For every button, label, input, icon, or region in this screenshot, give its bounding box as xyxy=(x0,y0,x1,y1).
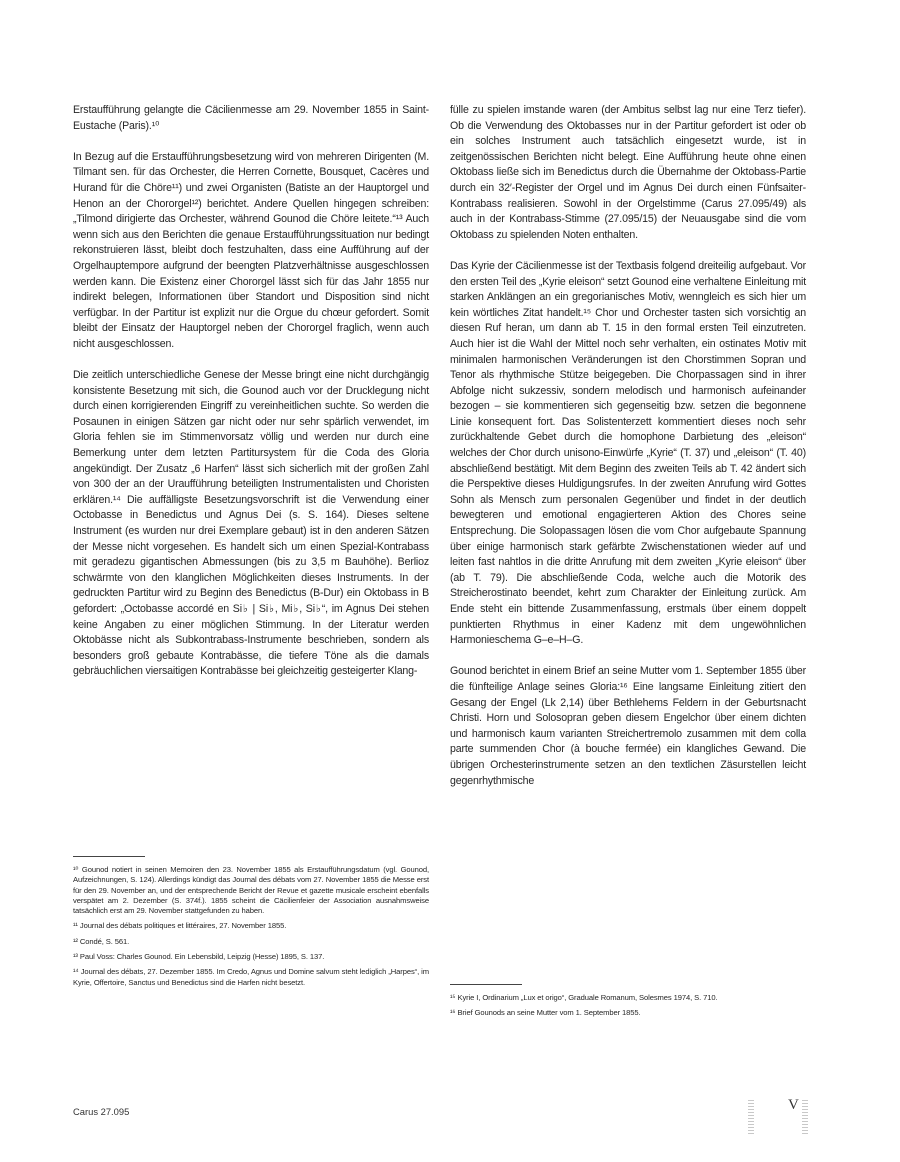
footnotes-right xyxy=(450,984,806,1024)
footnote: ¹² Condé, S. 561. xyxy=(73,936,130,946)
footnote: ¹³ Paul Voss: Charles Gounod. Ein Lebensbild, Leipzig (Hesse) 1895, S. 137. xyxy=(73,952,325,962)
paragraph: Das Kyrie der Cäcilienmesse ist der Textbasis folgend dreiteilig aufgebaut. Vor den ersten Teil des „Kyrie eleison“ setzt Gounod eine verhaltene Einleitung mit starken Anklängen an ein gregorianisches Motiv, wenngleich es sich hier um kein wörtliches Zitat handelt.¹⁵ Chor und Orchester tasten sich vorsichtig an diesen Ruf heran, um dann ab T. 15 in den formal ersten Teil einzutreten. Auch hier ist die Wahl der Mittel noch sehr verhalten, ein ostinates Motiv mit minimalen harmonischen Veränderungen ist den Chorstimmen Sopran und Tenor als rhythmische Stütze beigegeben. Die Chorpassagen sind in ihrer Abfolge nicht sukzessiv, sondern melodisch und harmonisch aufeinander bezogen – sie kommentieren sich gegenseitig bzw. setzen die begonnene Linie konsequent fort. Das Solistenterzett kommentiert dieses noch sehr zurückhaltende Gebet durch die homophone Darbietung des „eleison“ welches der Chor durch unisono-Einwürfe „Kyrie“ (T. 37) und „eleison“ (T. 40) abschließend bestätigt. Mit dem Beginn des zweiten Teils ab T. 42 ändert sich die Perspektive dieses Huldigungsrufes. In der zweiten Anrufung wird Gottes Sohn als Mensch zum personalen Gegenüber und findet in der deutlich bewegteren und emotional engagierteren Aktion des Chores seine Entsprechung. Die Solopassagen lösen die vom Chor aufgebaute Spannung über einige harmonisch stark gefärbte Zwischenstationen wieder auf und leiten fast nahtlos in die dritte Anrufung mit dem zweiten „Kyrie eleison“ über (ab T. 79). Die abschließende Coda, welche auch die Motorik des Streicherostinato beendet, kehrt zum Charakter der Einleitung zurück. Am Ende steht ein bittende Zusammenfassung, erstmals über einem doppelt punktierten Rhythmus in einer Kadenz mit dem ungewöhnlichen Harmonieschema G–e–H–G. xyxy=(450,259,806,647)
footnote: ¹⁰ Gounod notiert in seinen Memoiren den 23. November 1855 als Erstaufführungsdatum (vgl. Gounod, Aufzeichnungen, S. 124). Allerdings kündigt das Journal des débats vom 27. November 1855 die Messe erst für den 29. November an, und der entsprechende Bericht der Revue et gazette musicale erscheint ebenfalls verspätet am 2. Dezember (S. 374f.). 1855 scheint die Cäcilienfeier der Association ausnahmsweise tatsächlich erst am 29. November stattgefunden zu haben. xyxy=(73,865,429,916)
footnotes-left xyxy=(73,856,429,993)
footnote: ¹⁵ Kyrie I, Ordinarium „Lux et origo“, Graduale Romanum, Solesmes 1974, S. 710. xyxy=(450,993,718,1002)
paragraph: Erstaufführung gelangte die Cäcilienmesse am 29. November 1855 in Saint-Eustache (Paris).¹⁰ xyxy=(73,104,429,132)
catalog-number: Carus 27.095 xyxy=(73,1106,130,1117)
page-number: V xyxy=(788,1097,799,1113)
paragraph: fülle zu spielen imstande waren (der Ambitus selbst lag nur eine Terz tiefer). Ob die Verwendung des Oktobasses nur in der Partitur gefordert ist oder ob ein solches Instrument auch tatsächlich eingesetzt wurde, ist in zeitgenössischen Berichten nicht belegt. Eine Aufführung heute ohne einen Oktobass ließe sich im Benedictus durch die Übernahme der Oktobass-Partie durch ein 32′-Register der Orgel und im Agnus Dei durch einen Fünfsaiter-Kontrabass realisieren. Sowohl in der Orgelstimme (Carus 27.095/49) als auch in der Kontrabass-Stimme (27.095/15) der Neuausgabe sind die vom Oktobass zu spielenden Noten enthalten. xyxy=(450,104,806,241)
decorative-dot-column xyxy=(748,1100,754,1136)
footnote: ¹⁶ Brief Gounods an seine Mutter vom 1. September 1855. xyxy=(450,1008,641,1018)
paragraph: In Bezug auf die Erstaufführungsbesetzung wird von mehreren Dirigenten (M. Tilmant sen. für das Orchester, die Herren Cornette, Bousquet, Cacères und Hurand für die Chöre¹¹) und zwei Organisten (Batiste an der Hauptorgel und Henon an der Chororgel¹²) berichtet. Andere Quellen hingegen schreiben: „Tilmond dirigierte das Orchester, während Gounod die Chöre leitete.“¹³ Auch wenn sich aus den Berichten die genaue Erstaufführungssituation nur bedingt rekonstruieren lässt, bleibt doch festzuhalten, dass eine Aufführung auf der Orgelhauptempore aufgrund der beengten Platzverhältnisse ausgeschlossen werden kann. Die Existenz einer Chororgel lässt sich für das Jahr 1855 nur indirekt belegen, Informationen über Standort und Disposition sind nicht verfügbar. In der Partitur ist explizit nur die Orgue du chœur gefordert. Somit bleibt der Einsatz der Hauptorgel neben der Chororgel fraglich, wenn auch nicht ausgeschlossen. xyxy=(73,150,429,350)
footnote-divider xyxy=(450,984,522,985)
right-text-column xyxy=(450,103,806,805)
paragraph: Gounod berichtet in einem Brief an seine Mutter vom 1. September 1855 über die fünfteilige Anlage seines Gloria:¹⁶ Eine langsame Einleitung zitiert den Gesang der Engel (Lk 2,14) über Bethlehems Feldern in der Geburtsnacht Christi. Horn und Solosopran geben diesem Engelchor über einem dichten und harmonisch kaum varianten Streichertremolo zusammen mit dem colla parte summenden Chor (à bouche fermée) ein klangliches Gewand. Die übrigen Orchesterinstrumente setzen an den textlichen Zäsurstellen leicht gegenrhythmische xyxy=(450,665,806,787)
footnote: ¹⁴ Journal des débats, 27. Dezember 1855. Im Credo, Agnus und Domine salvum steht lediglich „Harpes“, im Kyrie, Offertoire, Sanctus und Benedictus sind die Harfen nicht besetzt. xyxy=(73,967,429,987)
footnote: ¹¹ Journal des débats politiques et littéraires, 27. November 1855. xyxy=(73,921,287,931)
paragraph: Die zeitlich unterschiedliche Genese der Messe bringt eine nicht durchgängig konsistente Besetzung mit sich, die Gounod auch vor der Drucklegung nicht durch einen korrigierenden Eingriff zu vereinheitlichen suchte. So werden die Posaunen in einigen Sätzen gar nicht oder nur sehr spärlich verwendet, im Gloria fehlen sie im Stimmenvorsatz völlig und werden nur durch eine Bemerkung unter dem letzten Partitursystem für die Coda des Gloria angekündigt. Der Zusatz „6 Harfen“ lässt sich sicherlich mit der großen Zahl von 300 der an der Uraufführung beteiligten Instrumentalisten und Choristen erklären.¹⁴ Die auffälligste Besetzungsvorschrift ist die Verwendung einer Octobasse in Benedictus und Agnus Dei (s. S. 164). Dieses seltene Instrument (es wurden nur drei Exemplare gebaut) ist in den anderen Sätzen der Messe nicht vorgesehen. Es handelt sich um einen Spezial-Kontrabass mit geradezu gigantischen Abmessungen (bis zu 3,5 m Bauhöhe). Berlioz schwärmte von den klanglichen Möglichkeiten dieses Instruments. In der gedruckten Partitur wird zu Beginn des Benedictus (B-Dur) ein Oktobass in B gefordert: „Octobasse accordé en Si♭ | Si♭, Mi♭, Si♭“, im Agnus Dei stehen keine Angaben zu einer möglichen Stimmung. In der Literatur werden Oktobässe nicht als Subkontrabass-Instrumente beschrieben, sondern als besonders groß gebaute Kontrabässe, die tiefere Töne als die damals gebräuchlichen viersaitigen Kontrabässe bei gleichzeitig gesteigerter Klang- xyxy=(73,369,429,678)
left-text-column xyxy=(73,103,429,696)
footnote-divider xyxy=(73,856,145,857)
decorative-dot-column xyxy=(802,1100,808,1136)
